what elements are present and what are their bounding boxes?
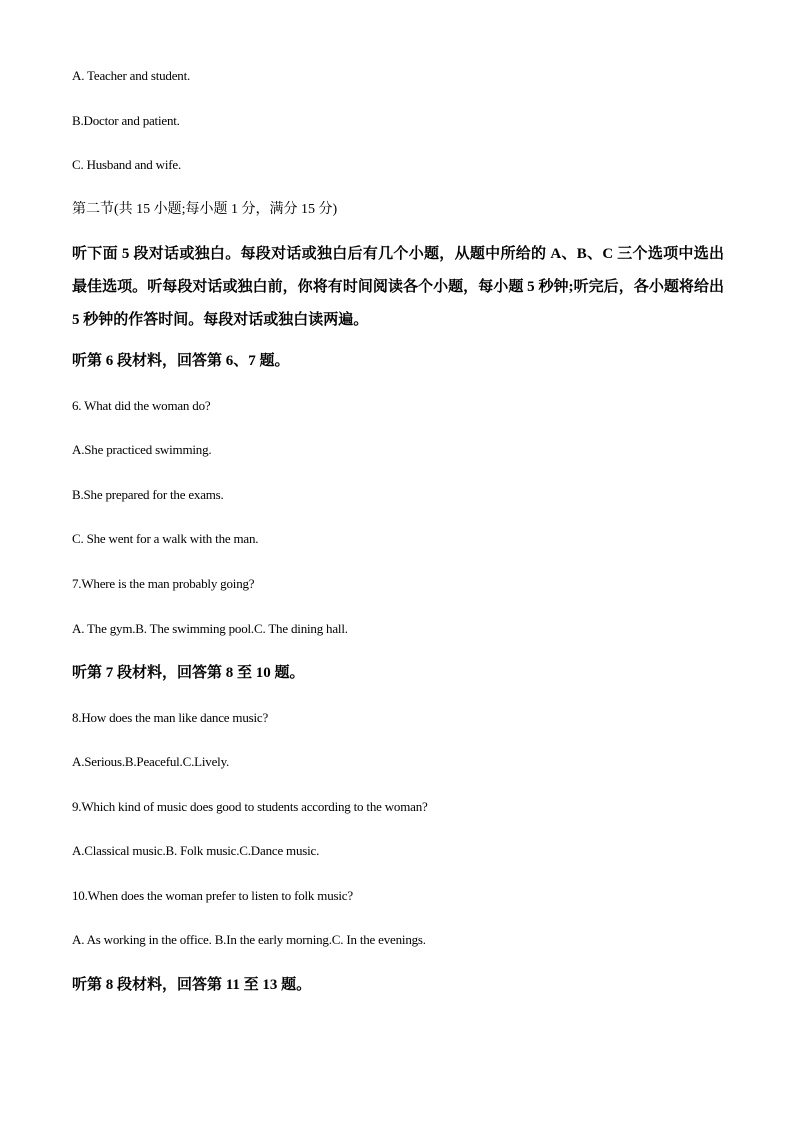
- question-text: 9.Which kind of music does good to students according to the woman?: [72, 799, 428, 814]
- section-instructions: 听下面 5 段对话或独白。每段对话或独白后有几个小题，从题中所给的 A、B、C 三个选项中选出最佳选项。听每段对话或独白前，你将有时间阅读各个小题，每小题 5 秒钟;听完后，各小题将给出 5 秒钟的作答时间。每段对话或独白读两遍。: [72, 246, 724, 328]
- option-line: B.Doctor and patient.: [72, 113, 180, 128]
- question-text: 10.When does the woman prefer to listen to folk music?: [72, 888, 353, 903]
- section-title: 第二节(共 15 小题;每小题 1 分，满分 15 分): [72, 202, 338, 217]
- group-heading: 听第 8 段材料，回答第 11 至 13 题。: [72, 977, 312, 993]
- option-line: A.Serious.B.Peaceful.C.Lively.: [72, 754, 230, 769]
- option-line: C. She went for a walk with the man.: [72, 531, 259, 546]
- group-heading: 听第 6 段材料，回答第 6、7 题。: [72, 353, 290, 369]
- option-line: A. The gym.B. The swimming pool.C. The dining hall.: [72, 621, 348, 636]
- option-line: A. As working in the office. B.In the early morning.C. In the evenings.: [72, 932, 426, 947]
- question-text: 6. What did the woman do?: [72, 398, 211, 413]
- question-text: 7.Where is the man probably going?: [72, 576, 255, 591]
- option-line: C. Husband and wife.: [72, 157, 182, 172]
- option-line: A.She practiced swimming.: [72, 442, 212, 457]
- group-heading: 听第 7 段材料，回答第 8 至 10 题。: [72, 665, 305, 681]
- option-line: A.Classical music.B. Folk music.C.Dance music.: [72, 843, 320, 858]
- option-line: A. Teacher and student.: [72, 68, 191, 83]
- question-text: 8.How does the man like dance music?: [72, 710, 269, 725]
- option-line: B.She prepared for the exams.: [72, 487, 224, 502]
